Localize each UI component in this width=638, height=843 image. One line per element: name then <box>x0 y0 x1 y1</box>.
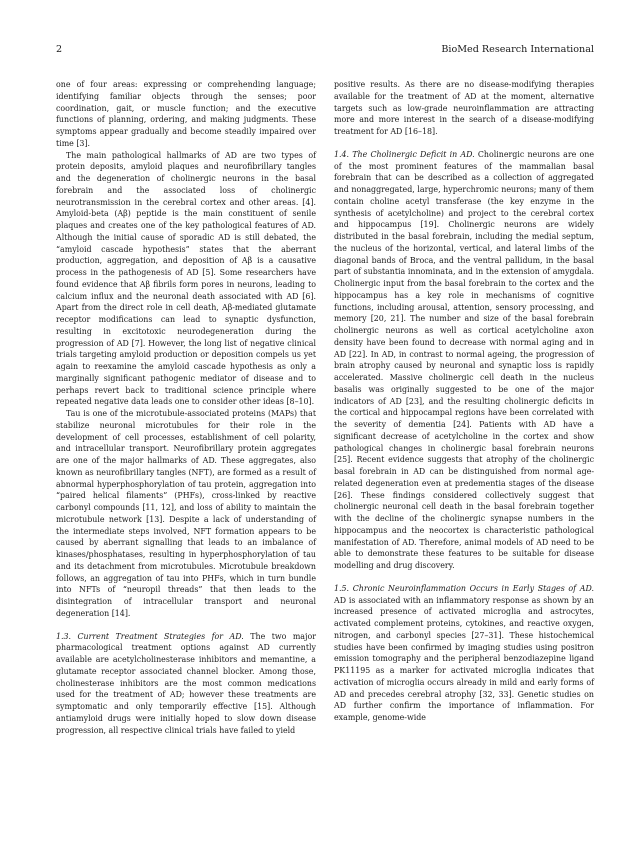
text-columns <box>56 79 594 736</box>
section-heading: 1.3. Current Treatment Strategies for AD. <box>56 631 244 641</box>
paragraph: one of four areas: expressing or comprehending language; identifying familiar objects through the senses; poor coordination, gait, or muscle function; and the executive functions of planning, ordering, and making judgments. These symptoms appear gradually and become steadily impaired over time [3]. <box>56 80 316 148</box>
section-1-3 <box>56 631 316 737</box>
journal-name: BioMed Research International <box>441 44 594 55</box>
left-column <box>56 79 316 736</box>
section-text: Cholinergic neurons are one of the most prominent features of the mammalian basal forebrain that can be described as a collection of aggregated and nonaggregated, large, hyperchromic neurons; many of them contain choline acetyl transferase (the key enzyme in the synthesis of acetylcholine) and project to the cerebral cortex and hippocampus [19]. Cholinergic neurons are widely distributed in the basal forebrain, including the medial septum, the nucleus of the horizontal, vertical, and lateral limbs of the diagonal bands of Broca, and the ventral pallidum, in the basal part of substantia innominata, and in the extension of amygdala. Cholinergic input from the basal forebrain to the cortex and the hippocampus has a key role in mechanisms of cognitive functions, including arousal, attention, sensory processing, and memory [20, 21]. The number and size of the basal forebrain cholinergic neurons as well as cortical acetylcholine axon density have been found to decrease with normal aging and in AD [22]. In AD, in contrast to normal ageing, the progression of brain atrophy caused by neuronal and synaptic loss is rapidly accelerated. Massive cholinergic cell death in the nucleus basalis was originally suggested to be one of the major indicators of AD [23], and the resulting cholinergic deficits in the cortical and hippocampal regions have been correlated with the severity of dementia [24]. Patients with AD have a significant decrease of acetylcholine in the cortex and show pathological changes in cholinergic basal forebrain neurons [25]. Recent evidence suggests that atrophy of the cholinergic basal forebrain in AD can be distinguished from normal age-related degeneration even at predementia stages of the disease [26]. These findings considered collectively suggest that cholinergic neuronal cell death in the basal forebrain together with the decline of the cholinergic synapse numbers in the hippocampus and the neocortex is characteristic pathological manifestation of AD. Therefore, animal models of AD need to be able to demonstrate these features to be suitable for disease modelling and drug discovery. <box>334 149 594 570</box>
section-1-4 <box>334 149 594 572</box>
section-heading: 1.5. Chronic Neuroinflammation Occurs in Early Stages of AD. <box>334 583 594 593</box>
section-1-5 <box>334 583 594 724</box>
paragraph: The main pathological hallmarks of AD are two types of protein deposits, amyloid plaques and neurofibrillary tangles and the degeneration of cholinergic neurons in the basal forebrain and the associated loss of cholinergic neurotransmission in the cerebral cortex and other areas. [4]. Amyloid-beta (Aβ) peptide is the main constituent of senile plaques and creates one of the key pathological features of AD. Although the initial cause of sporadic AD is still debated, the “amyloid cascade hypothesis” states that the aberrant production, aggregation, and deposition of Aβ is a causative process in the pathogenesis of AD [5]. Some researchers have found evidence that Aβ fibrils form pores in neurons, leading to calcium influx and the neuronal death associated with AD [6]. Apart from the direct role in cell death, Aβ-mediated glutamate receptor modifications can lead to synaptic dysfunction, resulting in excitotoxic neurodegeneration during the progression of AD [7]. However, the long list of negative clinical trials targeting amyloid production or deposition compels us yet again to reexamine the amyloid cascade hypothesis as only a marginally significant pathogenic mediator of disease and to perhaps revert back to traditional science principle where repeated negative data leads one to consider other ideas [8–10]. <box>56 150 316 407</box>
section-text: AD is associated with an inflammatory response as shown by an increased presence of activated microglia and astrocytes, activated complement proteins, cytokines, and reactive oxygen, nitrogen, and carbonyl species [27–31]. These histochemical studies have been confirmed by imaging studies using positron emission tomography and the peripheral benzodiazepine ligand PK11195 as a marker for activated microglia indicates that activation of microglia occurs already in mild and early forms of AD and precedes cerebral atrophy [32, 33]. Genetic studies on AD further confirm the importance of inflammation. For example, genome-wide <box>334 595 594 722</box>
section-text: The two major pharmacological treatment options against AD currently available are acetylcholinesterase inhibitors and memantine, a glutamate receptor associated channel blocker. Among those, cholinesterase inhibitors are the most common medications used for the treatment of AD; however these treatments are symptomatic and only temporarily effective [15]. Although antiamyloid drugs were initially hoped to slow down disease progression, all respective clinical trials have failed to yield <box>56 631 316 735</box>
paragraph: positive results. As there are no disease-modifying therapies available for the treatment of AD at the moment, alternative targets such as low-grade neuroinflammation are attracting more and more interest in the search of a disease-modifying treatment for AD [16–18]. <box>334 80 594 136</box>
paragraph: Tau is one of the microtubule-associated proteins (MAPs) that stabilize neuronal microtubules for their role in the development of cell processes, establishment of cell polarity, and intracellular transport. Neurofibrillary protein aggregates are one of the major hallmarks of AD. These aggregates, also known as neurofibrillary tangles (NFT), are formed as a result of abnormal hyperphosphorylation of tau protein, aggregation into “paired helical filaments” (PHFs), cross-linked by reactive carbonyl compounds [11, 12], and loss of ability to maintain the microtubule network [13]. Despite a lack of understanding of the intermediate steps involved, NFT formation appears to be caused by aberrant signalling that leads to an imbalance of kinases/phosphatases, resulting in hyperphosphorylation of tau and its detachment from microtubules. Microtubule breakdown follows, an aggregation of tau into PHFs, which in turn bundle into NFTs of “neuropil threads” that then leads to the disintegration of intracellular transport and neuronal degeneration [14]. <box>56 409 316 618</box>
right-column <box>334 79 594 736</box>
section-heading: 1.4. The Cholinergic Deficit in AD. <box>334 149 475 159</box>
page-number: 2 <box>56 44 63 55</box>
page-header <box>56 44 594 56</box>
